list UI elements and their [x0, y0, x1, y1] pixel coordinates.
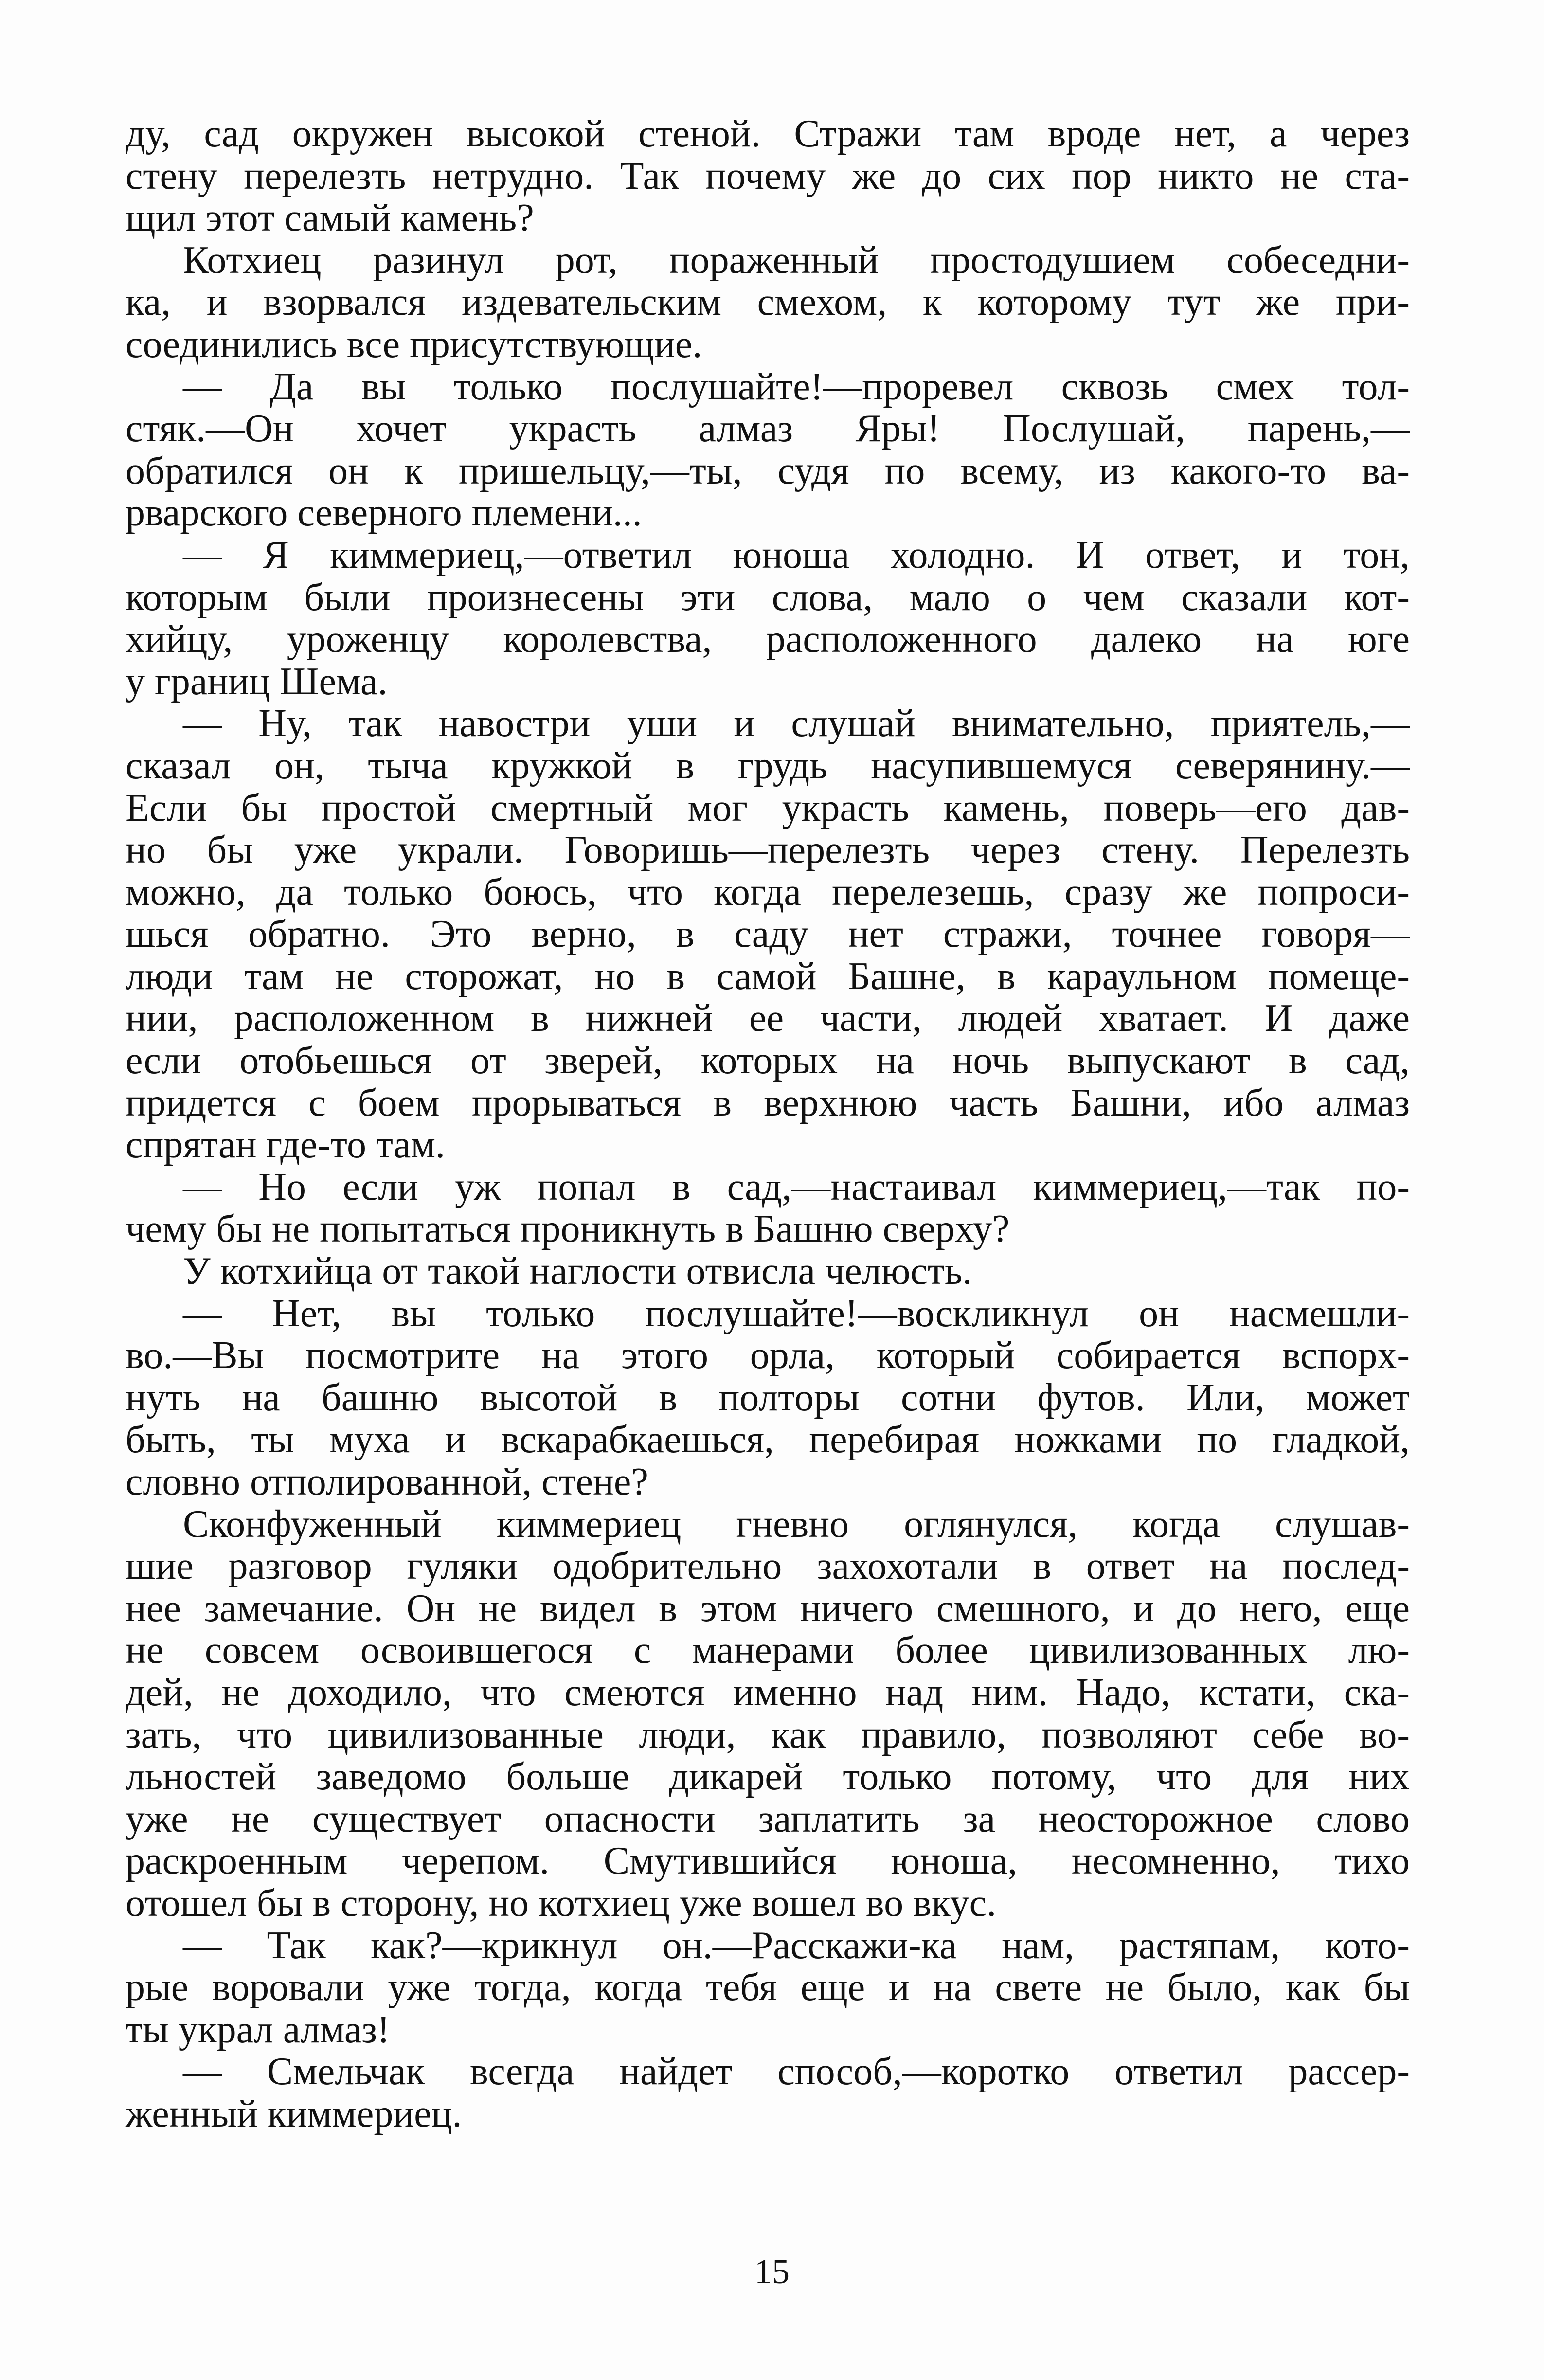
text-line: — Но если уж попал в сад,—настаивал киммериец,—так по-: [183, 1165, 1410, 1208]
text-line: раскроенным черепом. Смутившийся юноша, несомненно, тихо: [126, 1839, 1410, 1883]
text-line: Если бы простой смертный мог украсть камень, поверь—его дав-: [126, 786, 1410, 829]
text-line: которым были произнесены эти слова, мало о чем сказали кот-: [126, 576, 1410, 619]
body-text: [126, 113, 1410, 2135]
text-line: — Нет, вы только послушайте!—воскликнул он насмешли-: [183, 1292, 1410, 1335]
page-number: 15: [754, 2252, 790, 2291]
text-line: Сконфуженный киммериец гневно оглянулся, когда слушав-: [183, 1502, 1410, 1546]
text-line: уже не существует опасности заплатить за неосторожное слово: [126, 1797, 1410, 1840]
text-line: чему бы не попытаться проникнуть в Башню сверху?: [126, 1208, 1010, 1251]
text-line: но бы уже украли. Говоришь—перелезть через стену. Перелезть: [126, 829, 1410, 872]
text-line: нуть на башню высотой в полторы сотни футов. Или, может: [126, 1376, 1410, 1419]
text-line: щил этот самый камень?: [126, 197, 534, 240]
text-line: ка, и взорвался издевательским смехом, к которому тут же при-: [126, 281, 1410, 324]
text-line: спрятан где-то там.: [126, 1123, 446, 1167]
text-line: если отобьешься от зверей, которых на ночь выпускают в сад,: [126, 1039, 1410, 1082]
text-line: у границ Шема.: [126, 660, 388, 703]
text-line: дей, не доходило, что смеются именно над ним. Надо, кстати, ска-: [126, 1671, 1410, 1714]
text-line: ты украл алмаз!: [126, 2008, 390, 2051]
text-line: — Я киммериец,—ответил юноша холодно. И ответ, и тон,: [183, 533, 1410, 577]
text-line: соединились все присутствующие.: [126, 323, 702, 366]
text-line: нее замечание. Он не видел в этом ничего смешного, и до него, еще: [126, 1587, 1410, 1630]
text-line: во.—Вы посмотрите на этого орла, который собирается вспорх-: [126, 1334, 1410, 1377]
text-line: можно, да только боюсь, что когда перелезешь, сразу же попроси-: [126, 870, 1410, 914]
text-line: — Смельчак всегда найдет способ,—коротко ответил рассер-: [183, 2050, 1410, 2093]
text-line: не совсем освоившегося с манерами более цивилизованных лю-: [126, 1629, 1410, 1672]
text-line: быть, ты муха и вскарабкаешься, перебирая ножками по гладкой,: [126, 1418, 1410, 1461]
text-line: стяк.—Он хочет украсть алмаз Яры! Послушай, парень,—: [126, 407, 1410, 451]
text-line: обратился он к пришельцу,—ты, судя по всему, из какого-то ва-: [126, 449, 1410, 492]
text-line: женный киммериец.: [126, 2092, 462, 2135]
text-line: зать, что цивилизованные люди, как правило, позволяют себе во-: [126, 1713, 1410, 1756]
text-line: шься обратно. Это верно, в саду нет стражи, точнее говоря—: [126, 913, 1410, 956]
text-line: — Да вы только послушайте!—проревел сквозь смех тол-: [183, 365, 1410, 408]
text-line: нии, расположенном в нижней ее части, людей хватает. И даже: [126, 997, 1410, 1040]
text-line: — Так как?—крикнул он.—Расскажи-ка нам, растяпам, кото-: [183, 1924, 1410, 1967]
text-line: сказал он, тыча кружкой в грудь насупившемуся северянину.—: [126, 744, 1410, 787]
text-line: ду, сад окружен высокой стеной. Стражи там вроде нет, а через: [126, 112, 1410, 155]
text-line: Котхиец разинул рот, пораженный простодушием собеседни-: [183, 238, 1410, 282]
text-line: стену перелезть нетрудно. Так почему же до сих пор никто не ста-: [126, 154, 1410, 198]
text-line: словно отполированной, стене?: [126, 1460, 648, 1503]
text-line: придется с боем прорываться в верхнюю часть Башни, ибо алмаз: [126, 1081, 1410, 1124]
text-line: шие разговор гуляки одобрительно захохотали в ответ на послед-: [126, 1545, 1410, 1588]
text-line: У котхийца от такой наглости отвисла челюсть.: [183, 1250, 972, 1293]
text-line: отошел бы в сторону, но котхиец уже вошел во вкус.: [126, 1881, 997, 1925]
text-line: — Ну, так навостри уши и слушай внимательно, приятель,—: [183, 702, 1410, 745]
text-line: рые воровали уже тогда, когда тебя еще и на свете не было, как бы: [126, 1966, 1410, 2009]
text-line: люди там не сторожат, но в самой Башне, в караульном помеще-: [126, 955, 1410, 998]
text-line: рварского северного племени...: [126, 491, 642, 535]
text-line: хийцу, уроженцу королевства, расположенного далеко на юге: [126, 618, 1410, 661]
text-line: льностей заведомо больше дикарей только потому, что для них: [126, 1755, 1410, 1799]
